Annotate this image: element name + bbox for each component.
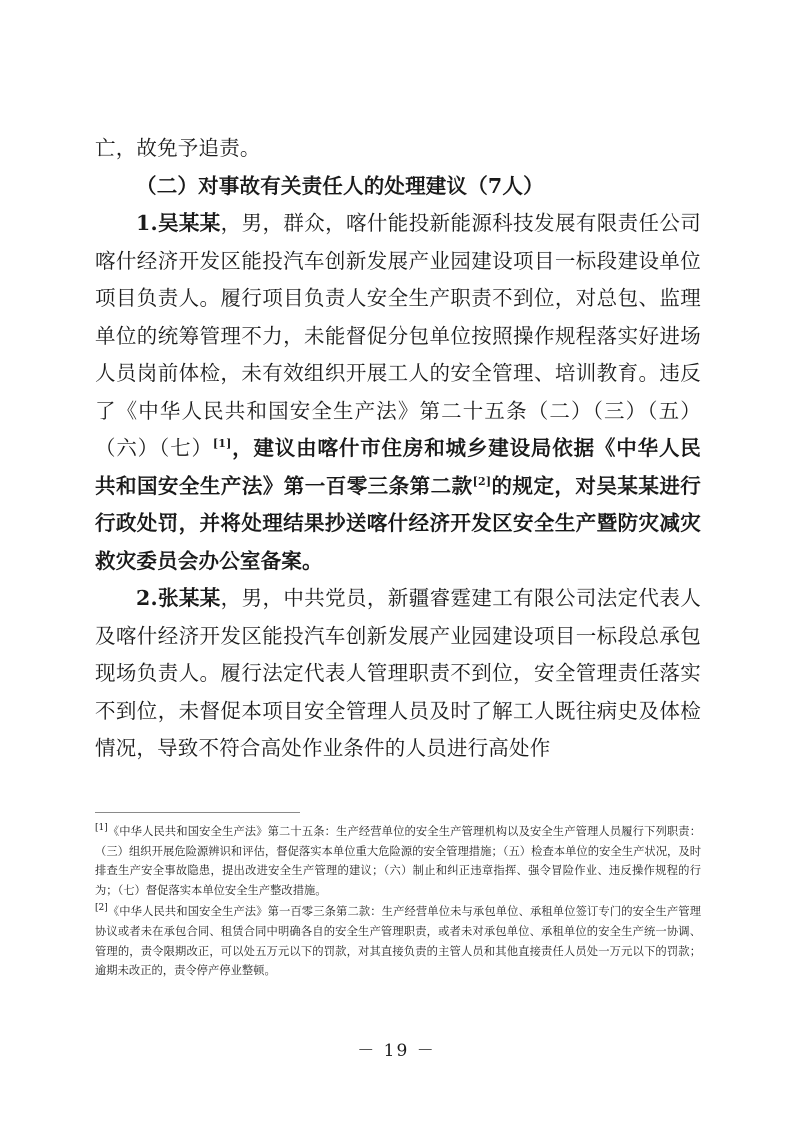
person-1-name: 1.吴某某 xyxy=(136,211,221,235)
footnote-item xyxy=(95,822,701,900)
paragraph-person-1 xyxy=(95,205,701,580)
person-2-name: 2.张某某 xyxy=(136,586,221,610)
person-1-text-before: ，男，群众，喀什能投新能源科技发展有限责任公司喀什经济开发区能投汽车创新发展产业园建设项目一标段建设单位项目负责人。履行项目负责人安全生产职责不到位，对总包、监理单位的统筹管理不力，未能督促分包单位按照操作规程落实好进场人员岗前体检，未有效组织开展工人的安全管理、培训教育。违反了《中华人民共和国安全生产法》第二十五条（二）（三）（五）（六）（七） xyxy=(95,211,701,460)
paragraph-person-2 xyxy=(95,580,701,768)
person-1-text-bold: ，建议由喀什市住房和城乡建设局依据《中华人民共和国安全生产法》第一百零三条第二款 xyxy=(95,436,702,498)
paragraph-continued: 亡，故免予追责。 xyxy=(95,136,261,160)
person-2-text: ，男，中共党员，新疆睿霆建工有限公司法定代表人及喀什经济开发区能投汽车创新发展产业园建设项目一标段总承包现场负责人。履行法定代表人管理职责不到位，安全管理责任落实不到位，未督促本项目安全管理人员及时了解工人既往病史及体检情况，导致不符合高处作业条件的人员进行高处作 xyxy=(95,586,701,760)
page-number: － 19 － xyxy=(357,1041,436,1061)
footnote-marker-2: [2] xyxy=(472,474,492,488)
footnote-area xyxy=(95,812,701,983)
footnote-item xyxy=(95,902,701,980)
footnote-marker-1: [1] xyxy=(212,437,232,451)
document-body xyxy=(95,130,701,768)
footnote-2-marker: [2] xyxy=(95,903,108,914)
person-1-text-bold-after: 的规定，对吴某某进行行政处罚，并将处理结果抄送喀什经济开发区安全生产暨防灾减灾救灾委员会办公室备案。 xyxy=(95,473,701,573)
section-heading: （二）对事故有关责任人的处理建议（7人） xyxy=(136,173,544,198)
footnote-1-text: 《中华人民共和国安全生产法》第二十五条：生产经营单位的安全生产管理机构以及安全生产管理人员履行下列职责：（三）组织开展危险源辨识和评估，督促落实本单位重大危险源的安全管理措施；（五）检查本单位的安全生产状况，及时排查生产安全事故隐患，提出改进安全生产管理的建议；（六）制止和纠正违章指挥、强令冒险作业、违反操作规程的行为；（七）督促落实本单位安全生产整改措施。 xyxy=(95,825,701,897)
footnote-1-marker: [1] xyxy=(95,823,108,834)
footnote-2-text: 《中华人民共和国安全生产法》第一百零三条第二款：生产经营单位未与承包单位、承租单位签订专门的安全生产管理协议或者未在承包合同、租赁合同中明确各自的安全生产管理职责，或者未对承包单位、承租单位的安全生产统一协调、管理的，责令限期改正，可以处五万元以下的罚款，对其直接负责的主管人员和其他直接责任人员处一万元以下的罚款；逾期未改正的，责令停产停业整顿。 xyxy=(95,905,701,978)
footnote-separator xyxy=(95,812,300,813)
